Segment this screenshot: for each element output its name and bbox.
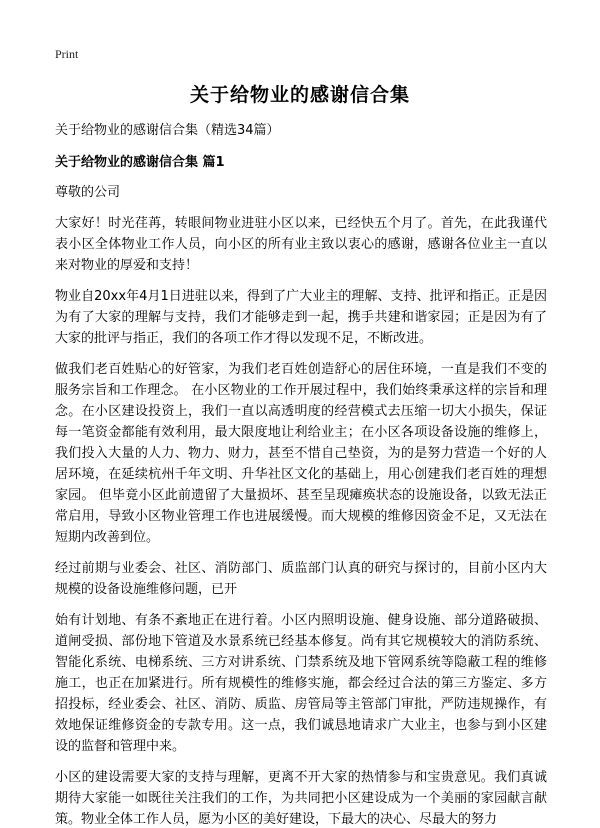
paragraph-3: 做我们老百姓贴心的好管家，为我们老百姓创造舒心的居住环境，一直是我们不变的服务宗旨和工作理念。 在小区物业的工作开展过程中，我们始终秉承这样的宗旨和理念。在小区建设投资上，我们一直以高透明度的经营模式去压缩一切大小损失，保证每一笔资金都能有效利用，最大限度地让利给业主；在小区各项设备设施的维修上，我们投入大量的人力、物力、财力，甚至不惜自己垫资，为的是努力营造一个好的人居环境，在延续杭州千年文明、升华社区文化的基础上，用心创建我们老百姓的理想家园。 但毕竟小区此前遗留了大量损坏、甚至呈现瘫痪状态的设施设备，以致无法正常启用，导致小区物业管理工作也进展缓慢。而大规模的维修因资金不足，又无法在短期内改善到位。 xyxy=(55,362,547,545)
document-body xyxy=(55,121,547,828)
paragraph-5: 始有计划地、有条不紊地正在进行着。小区内照明设施、健身设施、部分道路破损、道闸受损、部份地下管道及水景系统已经基本修复。尚有其它规模较大的消防系统、智能化系统、电梯系统、三方对讲系统、门禁系统及地下管网系统等隐蔽工程的维修施工，也正在加紧进行。所有规模性的维修实施，都会经过合法的第三方鉴定、多方招投标，经业委会、社区、消防、质监、房管局等主管部门审批，严防违规操作，有效地保证维修资金的专款专用。这一点，我们诚恳地请求广大业主，也参与到小区建设的监督和管理中来。 xyxy=(55,613,547,754)
paragraph-4: 经过前期与业委会、社区、消防部门、质监部门认真的研究与探讨的，目前小区内大规模的设备设施维修问题，已开 xyxy=(55,561,547,597)
print-label: Print xyxy=(55,47,79,61)
salutation: 尊敬的公司 xyxy=(55,185,121,200)
section-heading: 关于给物业的感谢信合集 篇1 xyxy=(55,155,225,170)
paragraph-6: 小区的建设需要大家的支持与理解，更离不开大家的热情参与和宝贵意见。我们真诚期待大家能一如既往关注我们的工作，为共同把小区建设成为一个美丽的家园献言献策。物业全体工作人员，愿为小区的美好建设，下最大的决心、尽最大的努力 xyxy=(55,770,547,827)
paragraph-1: 大家好！时光荏苒，转眼间物业进驻小区以来，已经快五个月了。首先，在此我谨代表小区全体物业工作人员，向小区的所有业主致以衷心的感谢，感谢各位业主一直以来对物业的厚爱和支持！ xyxy=(55,216,547,273)
paragraph-2: 物业自20xx年4月1日进驻以来，得到了广大业主的理解、支持、批评和指正。正是因为有了大家的理解与支持，我们才能够走到一起，携手共建和谐家园；正是因为有了大家的批评与指正，我们的各项工作才得以发现不足，不断改进。 xyxy=(55,289,547,346)
page-title: 关于给物业的感谢信合集 xyxy=(189,84,410,106)
document-subtitle: 关于给物业的感谢信合集（精选34篇） xyxy=(55,123,280,138)
